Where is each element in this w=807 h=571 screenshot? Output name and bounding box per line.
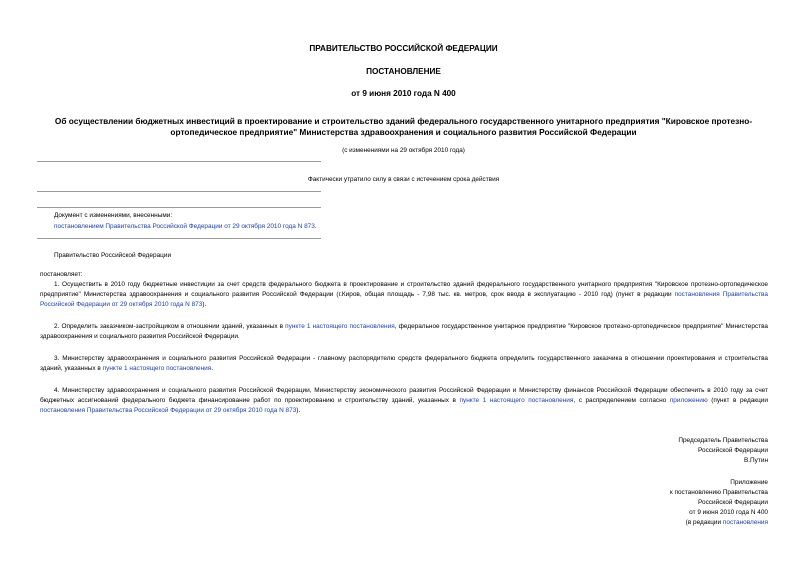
- appendix-date-number: от 9 июня 2010 года N 400: [689, 509, 768, 516]
- paragraph-2-link[interactable]: пункте 1 настоящего постановления: [285, 323, 395, 330]
- signature-position: Председатель Правительства: [678, 437, 768, 444]
- paragraph-3: 3. Министерству здравоохранения и социального развития Российской Федерации - главному распорядителю средств федерального бюджета определить государственного заказчика в отношении проектирования и строительства зданий, указанных в пункте 1 настоящего постановления.: [40, 355, 768, 373]
- appendix-edition-link[interactable]: постановления: [722, 519, 768, 526]
- appendix-to-resolution: к постановлению Правительства: [669, 489, 768, 496]
- separator-line: [37, 238, 321, 239]
- separator-line: [37, 207, 321, 208]
- paragraph-1: 1. Осуществить в 2010 году бюджетные инвестиции за счет средств федерального бюджета в проектирование и строительство зданий федерального государственного унитарного предприятия "Кировское протезно-ортопедическое предприятие" Министерства здравоохранения и социального развития Российской Федерации (г.Киров, общая площадь - 7,98 тыс. кв. метров, срок ввода в эксплуатацию - 2010 год) (пункт в редакции постановления Правительства Российской Федерации от 29 октября 2010 года N 873).: [40, 281, 768, 309]
- issuer-text: Правительство Российской Федерации: [54, 252, 172, 259]
- paragraph-3-link[interactable]: пункте 1 настоящего постановления: [102, 365, 212, 373]
- appendix-country: Российской Федерации: [697, 499, 768, 506]
- status-note: Фактически утратило силу в связи с истечением срока действия: [307, 176, 500, 183]
- appendix-edition: (в редакции постановления: [685, 519, 768, 526]
- paragraph-4-link-resolution[interactable]: постановления Правительства Российской Федерации от 29 октября 2010 года N 873: [40, 407, 297, 415]
- paragraph-1-link[interactable]: постановления Правительства Российской Федерации от 29 октября 2010 года N 873: [40, 291, 768, 309]
- paragraph-2: 2. Определить заказчиком-застройщиком в отношении зданий, указанных в пункте 1 настоящего постановления, федеральное государственное унитарное предприятие "Кировское протезно-ортопедическое предприятие" Министерства здравоохранения и социального развития Российской Федерации.: [40, 323, 769, 341]
- paragraph-4-link-appendix[interactable]: приложению: [669, 397, 708, 405]
- document-date-number: от 9 июня 2010 года N 400: [351, 89, 456, 98]
- changes-link[interactable]: постановлением Правительства Российской Федерации от 29 октября 2010 года N 873: [54, 223, 315, 230]
- signature-name: В.Путин: [743, 457, 768, 464]
- amendments-note: (с изменениями на 29 октября 2010 года): [342, 147, 465, 154]
- changes-label: Документ с изменениями, внесенными:: [54, 212, 173, 219]
- document-title: Об осуществлении бюджетных инвестиций в проектирование и строительство зданий федерального государственного унитарного предприятия "Кировское протезно-ортопедическое предприятие" Министерства здравоохранения и социального развития Российской Федерации: [54, 116, 753, 137]
- document-type: ПОСТАНОВЛЕНИЕ: [366, 67, 441, 76]
- changes-line: постановлением Правительства Российской Федерации от 29 октября 2010 года N 873.: [54, 223, 317, 230]
- paragraph-4: 4. Министерству здравоохранения и социального развития Российской Федерации, Министерству экономического развития Российской Федерации и Министерству финансов Российской Федерации обеспечить в 2010 году за счет бюджетных ассигнований федерального бюджета финансирование работ по проектированию и строительству зданий, указанных в пункте 1 настоящего постановления, с распределением согласно приложению (пункт в редакции постановления Правительства Российской Федерации от 29 октября 2010 года N 873).: [40, 387, 769, 415]
- government-heading: ПРАВИТЕЛЬСТВО РОССИЙСКОЙ ФЕДЕРАЦИИ: [309, 44, 498, 53]
- resolves-text: постановляет:: [40, 271, 83, 278]
- separator-line: [37, 161, 321, 162]
- paragraph-4-link-point[interactable]: пункте 1 настоящего постановления: [459, 397, 574, 405]
- appendix-label: Приложение: [730, 479, 768, 486]
- signature-country: Российской Федерации: [697, 447, 768, 454]
- separator-line: [37, 191, 321, 192]
